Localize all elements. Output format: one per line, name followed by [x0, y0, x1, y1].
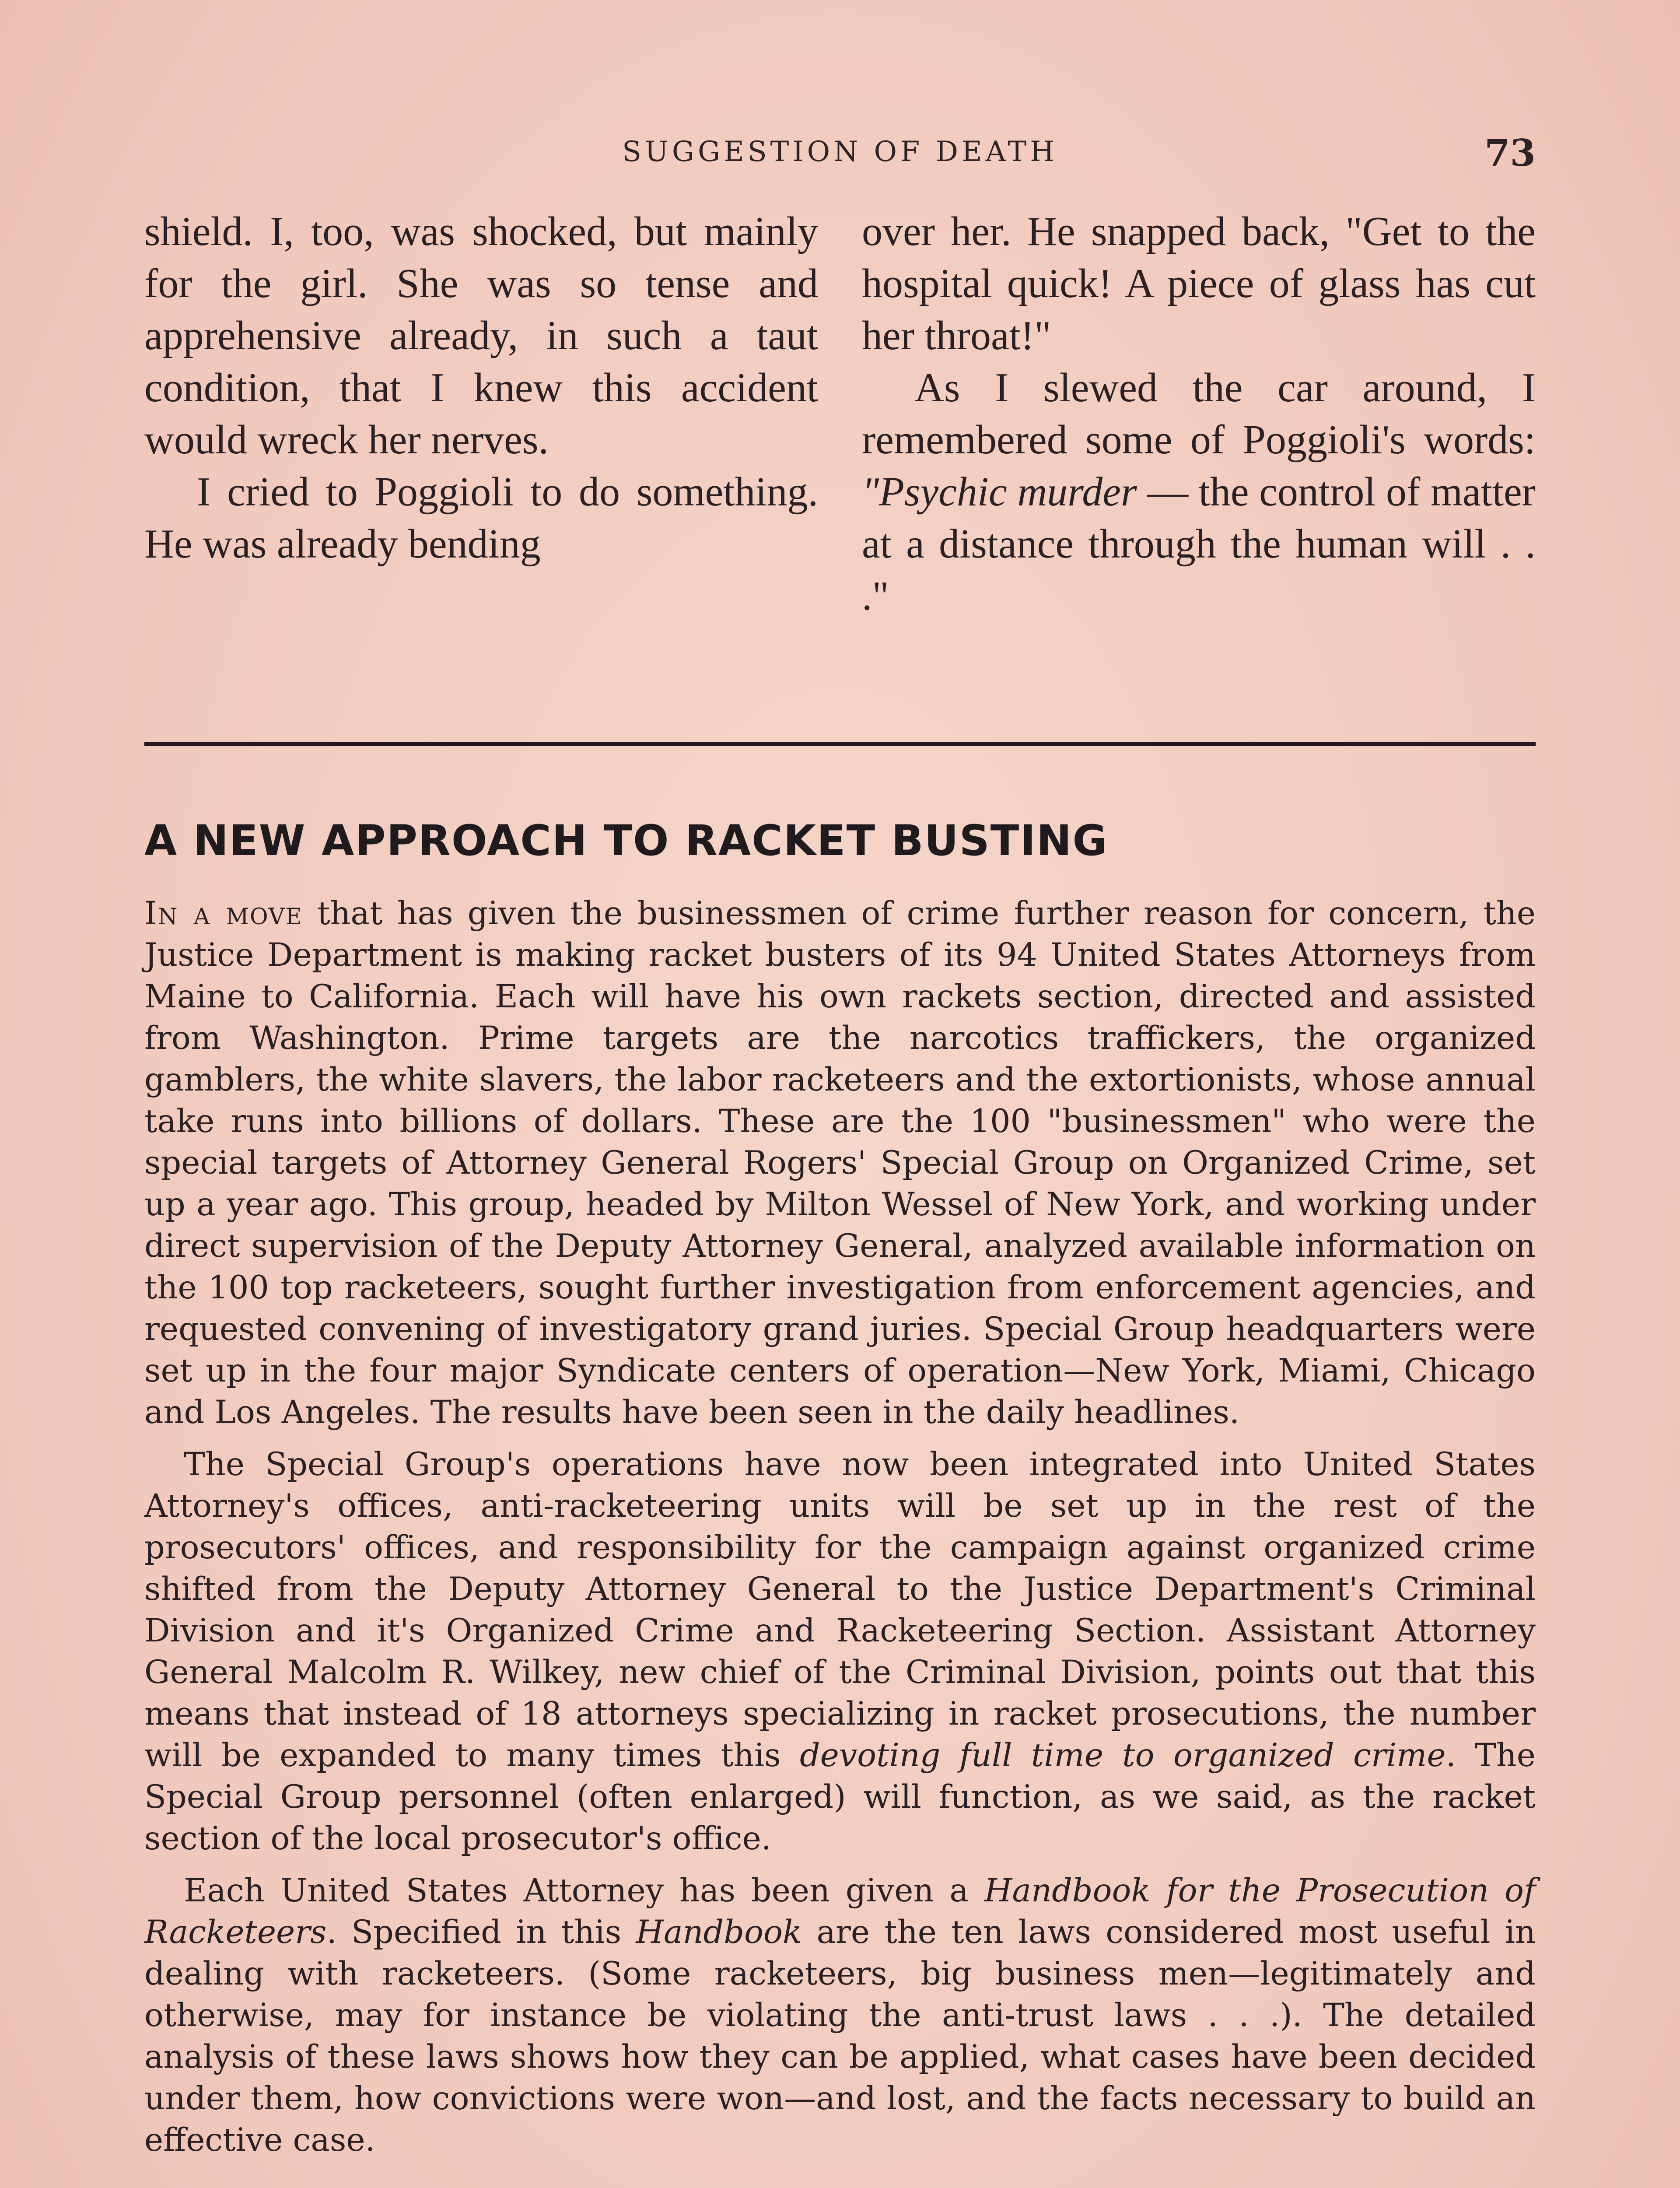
- article-italic-text: Handbook: [636, 1914, 802, 1951]
- article-body: [144, 893, 1536, 2188]
- section-divider: [144, 742, 1536, 746]
- story-column-right: [862, 206, 1536, 622]
- article-paragraph: [144, 893, 1536, 1433]
- running-title: SUGGESTION OF DEATH: [622, 136, 1058, 168]
- article-paragraph: [144, 1444, 1536, 1859]
- article-text: are the ten laws considered most useful in dealing with racketeers. (Some racketeers, big business men—legitimately and otherwise, may for instance be violating the anti-trust laws . . .). The detailed analysis of these laws shows how they can be applied, what cases have been decided under them, how convictions were won—and lost, and the facts necessary to build an effective case.: [144, 1914, 1536, 2159]
- story-paragraph: over her. He snapped back, "Get to the hospital quick! A piece of glass has cut her throat!": [862, 209, 1536, 358]
- article-text: Each United States Attorney has been given a: [184, 1872, 984, 1909]
- story-continuation: [144, 206, 1536, 635]
- story-column-left: [144, 206, 818, 570]
- story-paragraph: [862, 362, 1536, 622]
- article-text: . The Special Group personnel (often enlarged) will function, as we said, as the racket section of the local prosecutor's office.: [144, 1737, 1536, 1857]
- story-text: — the control of matter at a distance through the human will . . .": [862, 469, 1536, 619]
- article-lead-in: In a move: [144, 895, 303, 932]
- running-head: [144, 131, 1536, 179]
- article-italic-text: Handbook for the Prosecution of Racketeers: [144, 1872, 1536, 1951]
- article-text: The Special Group's operations have now been integrated into United States Attorney's offices, anti-racketeering units will be set up in the rest of the prosecutors' offices, and responsibility for the campaign against organized crime shifted from the Deputy Attorney General to the Justice Department's Criminal Division and it's Organized Crime and Racketeering Section. Assistant Attorney General Malcolm R. Wilkey, new chief of the Criminal Division, points out that this means that instead of 18 attorneys specializing in racket prosecutions, the number will be expanded to many times this: [144, 1446, 1536, 1774]
- article-italic-text: devoting full time to organized crime: [799, 1737, 1446, 1774]
- article-title: A NEW APPROACH TO RACKET BUSTING: [144, 816, 1108, 865]
- story-paragraph: I cried to Poggioli to do something. He was already bending: [144, 469, 818, 567]
- article-text: that has given the businessmen of crime further reason for concern, the Justice Department is making racket busters of its 94 United States Attorneys from Maine to California. Each will have his own rackets section, directed and assisted from Washington. Prime targets are the narcotics traffickers, the organized gamblers, the white slavers, the labor racketeers and the extortionists, whose annual take runs into billions of dollars. These are the 100 "businessmen" who were the special targets of Attorney General Rogers' Special Group on Organized Crime, set up a year ago. This group, headed by Milton Wessel of New York, and working under direct supervision of the Deputy Attorney General, analyzed available information on the 100 top racketeers, sought further investigation from enforcement agencies, and requested convening of investigatory grand juries. Special Group headquarters were set up in the four major Syndicate centers of operation—New York, Miami, Chicago and Los Angeles. The results have been seen in the daily headlines.: [144, 895, 1536, 1431]
- article-paragraph: [144, 1870, 1536, 2161]
- article-text: . Specified in this: [326, 1914, 636, 1951]
- page-number: 73: [1484, 131, 1536, 175]
- story-italic-text: "Psychic murder: [862, 469, 1137, 515]
- story-text: As I slewed the car around, I remembered some of Poggioli's words:: [862, 365, 1536, 463]
- story-paragraph: shield. I, too, was shocked, but mainly for the girl. She was so tense and apprehensive already, in such a taut condition, that I knew this accident would wreck her nerves.: [144, 209, 818, 463]
